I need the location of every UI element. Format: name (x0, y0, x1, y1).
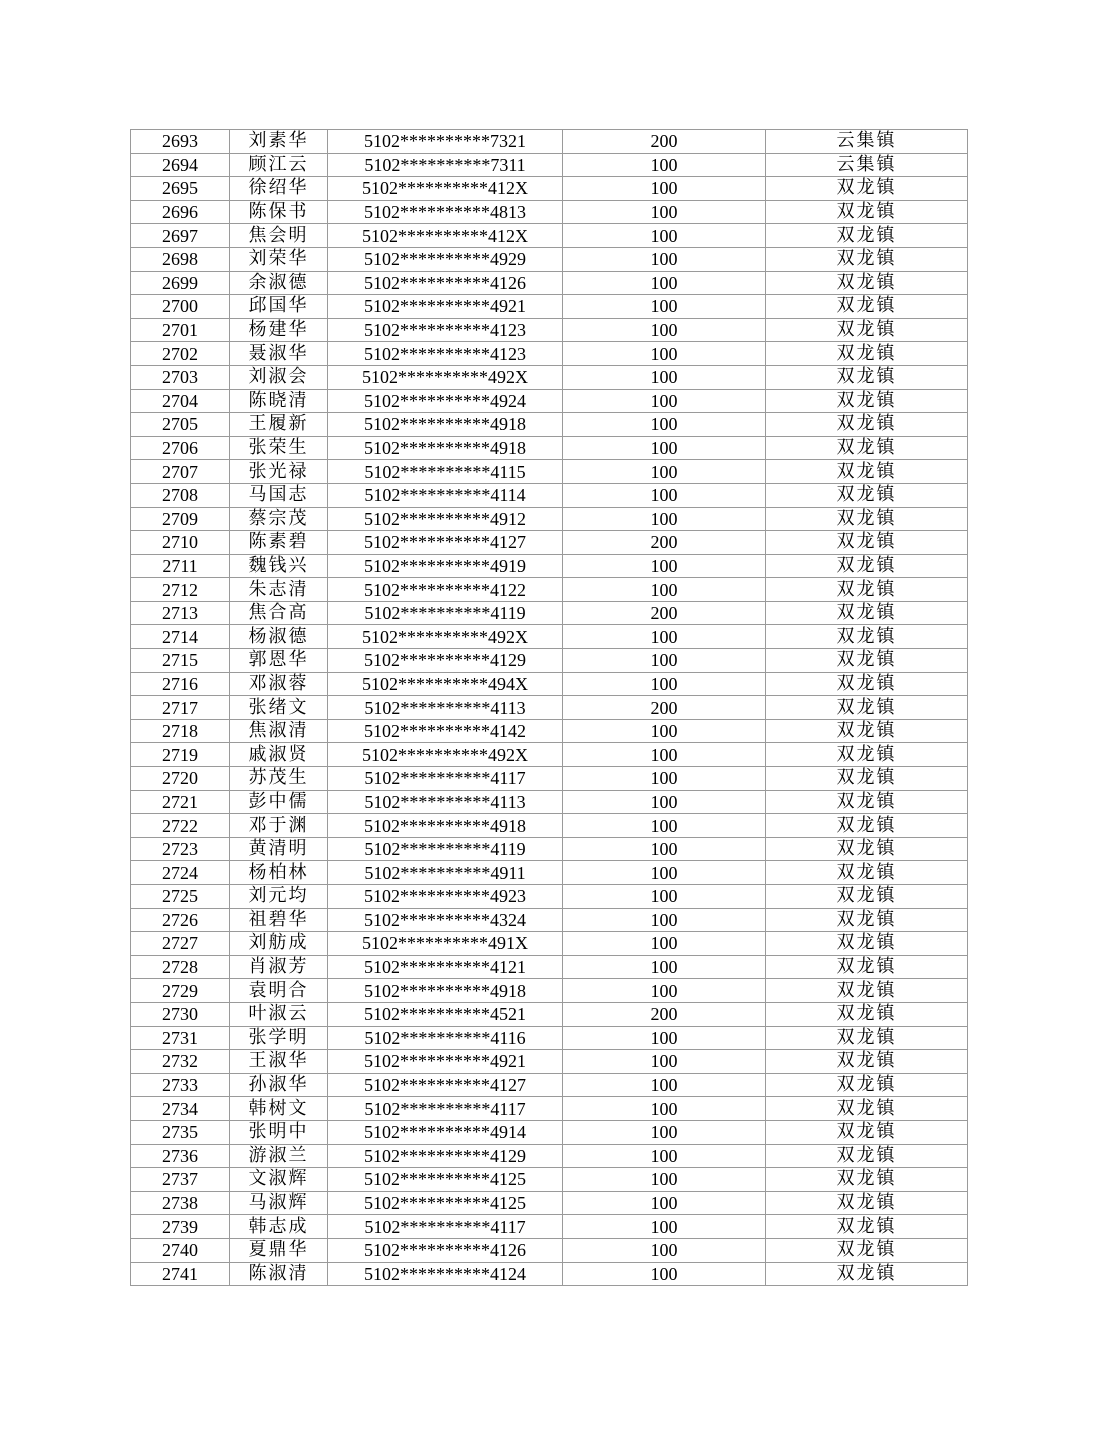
cell-id-number: 5102**********492X (328, 365, 563, 389)
roster-table (130, 129, 968, 1286)
table-row (131, 130, 968, 154)
cell-town: 双龙镇 (766, 1050, 968, 1074)
cell-amount: 100 (563, 554, 766, 578)
cell-amount: 100 (563, 672, 766, 696)
cell-amount: 100 (563, 837, 766, 861)
cell-amount: 100 (563, 295, 766, 319)
cell-amount: 100 (563, 1215, 766, 1239)
cell-name: 陈晓清 (230, 389, 328, 413)
cell-town: 双龙镇 (766, 460, 968, 484)
cell-id-number: 5102**********4114 (328, 483, 563, 507)
cell-amount: 100 (563, 507, 766, 531)
cell-name: 张明中 (230, 1120, 328, 1144)
cell-name: 邱国华 (230, 295, 328, 319)
cell-id-number: 5102**********4918 (328, 413, 563, 437)
cell-name: 焦淑清 (230, 719, 328, 743)
cell-town: 双龙镇 (766, 1168, 968, 1192)
cell-name: 刘元均 (230, 885, 328, 909)
cell-amount: 100 (563, 1097, 766, 1121)
table-row (131, 932, 968, 956)
cell-amount: 100 (563, 955, 766, 979)
table-row (131, 601, 968, 625)
cell-name: 郭恩华 (230, 649, 328, 673)
cell-name: 焦合高 (230, 601, 328, 625)
table-row (131, 1026, 968, 1050)
cell-id-number: 5102**********7321 (328, 130, 563, 154)
cell-amount: 100 (563, 365, 766, 389)
cell-name: 邓淑蓉 (230, 672, 328, 696)
cell-serial-number: 2699 (131, 271, 230, 295)
cell-name: 黄清明 (230, 837, 328, 861)
cell-id-number: 5102**********4113 (328, 790, 563, 814)
table-row (131, 413, 968, 437)
cell-name: 张绪文 (230, 696, 328, 720)
cell-name: 游淑兰 (230, 1144, 328, 1168)
cell-serial-number: 2720 (131, 767, 230, 791)
cell-serial-number: 2703 (131, 365, 230, 389)
table-row (131, 342, 968, 366)
cell-name: 王淑华 (230, 1050, 328, 1074)
cell-amount: 100 (563, 247, 766, 271)
cell-amount: 100 (563, 719, 766, 743)
cell-name: 刘舫成 (230, 932, 328, 956)
cell-name: 陈保书 (230, 200, 328, 224)
cell-town: 双龙镇 (766, 979, 968, 1003)
table-row (131, 1144, 968, 1168)
cell-amount: 100 (563, 318, 766, 342)
cell-amount: 100 (563, 1262, 766, 1286)
cell-name: 余淑德 (230, 271, 328, 295)
cell-amount: 100 (563, 224, 766, 248)
table-row (131, 177, 968, 201)
cell-amount: 100 (563, 1073, 766, 1097)
cell-amount: 100 (563, 1168, 766, 1192)
cell-serial-number: 2701 (131, 318, 230, 342)
cell-amount: 100 (563, 861, 766, 885)
cell-serial-number: 2693 (131, 130, 230, 154)
cell-serial-number: 2716 (131, 672, 230, 696)
cell-name: 韩志成 (230, 1215, 328, 1239)
cell-serial-number: 2740 (131, 1238, 230, 1262)
cell-id-number: 5102**********412X (328, 224, 563, 248)
cell-serial-number: 2719 (131, 743, 230, 767)
cell-town: 双龙镇 (766, 1215, 968, 1239)
cell-town: 双龙镇 (766, 672, 968, 696)
cell-id-number: 5102**********492X (328, 625, 563, 649)
cell-name: 蔡宗茂 (230, 507, 328, 531)
cell-town: 双龙镇 (766, 1120, 968, 1144)
cell-town: 双龙镇 (766, 389, 968, 413)
cell-town: 双龙镇 (766, 790, 968, 814)
cell-town: 双龙镇 (766, 814, 968, 838)
table-row (131, 837, 968, 861)
cell-id-number: 5102**********4121 (328, 955, 563, 979)
cell-amount: 100 (563, 1191, 766, 1215)
cell-id-number: 5102**********4919 (328, 554, 563, 578)
table-row (131, 247, 968, 271)
cell-id-number: 5102**********4126 (328, 1238, 563, 1262)
cell-id-number: 5102**********4924 (328, 389, 563, 413)
cell-town: 双龙镇 (766, 625, 968, 649)
cell-name: 马淑辉 (230, 1191, 328, 1215)
cell-town: 双龙镇 (766, 413, 968, 437)
table-row (131, 1120, 968, 1144)
cell-serial-number: 2700 (131, 295, 230, 319)
cell-id-number: 5102**********4125 (328, 1168, 563, 1192)
cell-name: 陈淑清 (230, 1262, 328, 1286)
cell-amount: 100 (563, 177, 766, 201)
cell-name: 刘荣华 (230, 247, 328, 271)
cell-town: 双龙镇 (766, 601, 968, 625)
cell-id-number: 5102**********4923 (328, 885, 563, 909)
table-row (131, 743, 968, 767)
cell-serial-number: 2717 (131, 696, 230, 720)
cell-serial-number: 2721 (131, 790, 230, 814)
cell-name: 顾江云 (230, 153, 328, 177)
cell-serial-number: 2715 (131, 649, 230, 673)
cell-serial-number: 2708 (131, 483, 230, 507)
cell-serial-number: 2702 (131, 342, 230, 366)
cell-id-number: 5102**********4117 (328, 767, 563, 791)
cell-serial-number: 2727 (131, 932, 230, 956)
cell-id-number: 5102**********4324 (328, 908, 563, 932)
cell-amount: 100 (563, 625, 766, 649)
cell-amount: 100 (563, 1238, 766, 1262)
table-row (131, 1168, 968, 1192)
cell-serial-number: 2707 (131, 460, 230, 484)
table-row (131, 719, 968, 743)
cell-name: 刘素华 (230, 130, 328, 154)
table-row (131, 767, 968, 791)
table-row (131, 1097, 968, 1121)
table-row (131, 507, 968, 531)
table-row (131, 1002, 968, 1026)
cell-amount: 100 (563, 932, 766, 956)
cell-id-number: 5102**********4123 (328, 342, 563, 366)
cell-name: 张学明 (230, 1026, 328, 1050)
cell-town: 双龙镇 (766, 719, 968, 743)
cell-id-number: 5102**********4127 (328, 531, 563, 555)
cell-serial-number: 2714 (131, 625, 230, 649)
cell-amount: 100 (563, 790, 766, 814)
cell-id-number: 5102**********4912 (328, 507, 563, 531)
cell-id-number: 5102**********4126 (328, 271, 563, 295)
cell-amount: 100 (563, 814, 766, 838)
cell-name: 张光禄 (230, 460, 328, 484)
cell-town: 双龙镇 (766, 1097, 968, 1121)
cell-id-number: 5102**********4921 (328, 295, 563, 319)
cell-serial-number: 2713 (131, 601, 230, 625)
cell-id-number: 5102**********7311 (328, 153, 563, 177)
cell-serial-number: 2728 (131, 955, 230, 979)
cell-id-number: 5102**********4119 (328, 601, 563, 625)
cell-amount: 100 (563, 153, 766, 177)
cell-serial-number: 2738 (131, 1191, 230, 1215)
cell-town: 双龙镇 (766, 554, 968, 578)
table-row (131, 318, 968, 342)
cell-name: 邓于渊 (230, 814, 328, 838)
cell-serial-number: 2739 (131, 1215, 230, 1239)
table-row (131, 578, 968, 602)
cell-id-number: 5102**********4929 (328, 247, 563, 271)
cell-id-number: 5102**********4813 (328, 200, 563, 224)
table-row (131, 224, 968, 248)
cell-id-number: 5102**********4918 (328, 979, 563, 1003)
table-row (131, 696, 968, 720)
cell-town: 双龙镇 (766, 224, 968, 248)
cell-name: 祖碧华 (230, 908, 328, 932)
cell-amount: 100 (563, 649, 766, 673)
cell-name: 张荣生 (230, 436, 328, 460)
table-row (131, 861, 968, 885)
cell-amount: 100 (563, 578, 766, 602)
cell-amount: 200 (563, 1002, 766, 1026)
cell-serial-number: 2736 (131, 1144, 230, 1168)
cell-town: 云集镇 (766, 130, 968, 154)
cell-name: 杨淑德 (230, 625, 328, 649)
cell-town: 双龙镇 (766, 1073, 968, 1097)
cell-name: 焦会明 (230, 224, 328, 248)
cell-serial-number: 2696 (131, 200, 230, 224)
cell-serial-number: 2694 (131, 153, 230, 177)
table-row (131, 814, 968, 838)
cell-id-number: 5102**********4521 (328, 1002, 563, 1026)
cell-amount: 100 (563, 483, 766, 507)
cell-serial-number: 2709 (131, 507, 230, 531)
cell-serial-number: 2732 (131, 1050, 230, 1074)
cell-town: 双龙镇 (766, 837, 968, 861)
cell-amount: 200 (563, 531, 766, 555)
cell-town: 双龙镇 (766, 861, 968, 885)
table-row (131, 1191, 968, 1215)
cell-town: 双龙镇 (766, 507, 968, 531)
cell-town: 双龙镇 (766, 649, 968, 673)
cell-town: 双龙镇 (766, 1026, 968, 1050)
cell-amount: 100 (563, 1050, 766, 1074)
cell-id-number: 5102**********4117 (328, 1215, 563, 1239)
cell-serial-number: 2725 (131, 885, 230, 909)
cell-id-number: 5102**********4921 (328, 1050, 563, 1074)
cell-town: 双龙镇 (766, 436, 968, 460)
cell-serial-number: 2697 (131, 224, 230, 248)
cell-serial-number: 2695 (131, 177, 230, 201)
table-row (131, 672, 968, 696)
table-row (131, 955, 968, 979)
cell-id-number: 5102**********4914 (328, 1120, 563, 1144)
cell-name: 徐绍华 (230, 177, 328, 201)
cell-serial-number: 2704 (131, 389, 230, 413)
cell-amount: 100 (563, 767, 766, 791)
table-row (131, 153, 968, 177)
cell-id-number: 5102**********4127 (328, 1073, 563, 1097)
cell-amount: 100 (563, 885, 766, 909)
cell-amount: 100 (563, 436, 766, 460)
cell-name: 聂淑华 (230, 342, 328, 366)
table-row (131, 460, 968, 484)
cell-town: 双龙镇 (766, 932, 968, 956)
cell-id-number: 5102**********4918 (328, 436, 563, 460)
table-row (131, 979, 968, 1003)
cell-amount: 100 (563, 342, 766, 366)
cell-name: 韩树文 (230, 1097, 328, 1121)
cell-id-number: 5102**********491X (328, 932, 563, 956)
cell-id-number: 5102**********412X (328, 177, 563, 201)
cell-name: 夏鼎华 (230, 1238, 328, 1262)
cell-town: 双龙镇 (766, 955, 968, 979)
cell-name: 肖淑芳 (230, 955, 328, 979)
cell-id-number: 5102**********494X (328, 672, 563, 696)
cell-town: 双龙镇 (766, 318, 968, 342)
table-row (131, 200, 968, 224)
table-row (131, 483, 968, 507)
cell-serial-number: 2724 (131, 861, 230, 885)
cell-town: 双龙镇 (766, 1002, 968, 1026)
cell-name: 戚淑贤 (230, 743, 328, 767)
cell-id-number: 5102**********4115 (328, 460, 563, 484)
table-row (131, 625, 968, 649)
cell-name: 刘淑会 (230, 365, 328, 389)
cell-id-number: 5102**********4123 (328, 318, 563, 342)
cell-serial-number: 2718 (131, 719, 230, 743)
cell-serial-number: 2722 (131, 814, 230, 838)
cell-town: 双龙镇 (766, 885, 968, 909)
cell-serial-number: 2731 (131, 1026, 230, 1050)
table-row (131, 1073, 968, 1097)
cell-town: 双龙镇 (766, 271, 968, 295)
cell-id-number: 5102**********4142 (328, 719, 563, 743)
cell-town: 双龙镇 (766, 342, 968, 366)
cell-town: 双龙镇 (766, 1144, 968, 1168)
cell-serial-number: 2706 (131, 436, 230, 460)
cell-id-number: 5102**********4122 (328, 578, 563, 602)
cell-id-number: 5102**********4119 (328, 837, 563, 861)
cell-serial-number: 2710 (131, 531, 230, 555)
cell-name: 杨建华 (230, 318, 328, 342)
cell-name: 袁明合 (230, 979, 328, 1003)
table-row (131, 554, 968, 578)
cell-id-number: 5102**********4918 (328, 814, 563, 838)
cell-amount: 100 (563, 413, 766, 437)
cell-amount: 200 (563, 601, 766, 625)
cell-town: 双龙镇 (766, 1191, 968, 1215)
cell-serial-number: 2705 (131, 413, 230, 437)
cell-town: 双龙镇 (766, 767, 968, 791)
cell-id-number: 5102**********4125 (328, 1191, 563, 1215)
cell-amount: 100 (563, 1144, 766, 1168)
cell-name: 彭中儒 (230, 790, 328, 814)
cell-town: 双龙镇 (766, 531, 968, 555)
cell-town: 双龙镇 (766, 743, 968, 767)
cell-amount: 100 (563, 200, 766, 224)
table-row (131, 531, 968, 555)
cell-amount: 100 (563, 460, 766, 484)
cell-amount: 100 (563, 979, 766, 1003)
cell-serial-number: 2735 (131, 1120, 230, 1144)
cell-name: 孙淑华 (230, 1073, 328, 1097)
cell-town: 双龙镇 (766, 1238, 968, 1262)
cell-town: 双龙镇 (766, 295, 968, 319)
cell-amount: 100 (563, 1026, 766, 1050)
cell-id-number: 5102**********4117 (328, 1097, 563, 1121)
cell-id-number: 5102**********4116 (328, 1026, 563, 1050)
table-row (131, 1238, 968, 1262)
cell-town: 双龙镇 (766, 908, 968, 932)
cell-id-number: 5102**********4129 (328, 649, 563, 673)
cell-serial-number: 2741 (131, 1262, 230, 1286)
table-row (131, 649, 968, 673)
cell-id-number: 5102**********4911 (328, 861, 563, 885)
cell-id-number: 5102**********4124 (328, 1262, 563, 1286)
cell-serial-number: 2711 (131, 554, 230, 578)
cell-name: 马国志 (230, 483, 328, 507)
cell-town: 双龙镇 (766, 177, 968, 201)
cell-name: 陈素碧 (230, 531, 328, 555)
table-row (131, 1215, 968, 1239)
cell-amount: 100 (563, 743, 766, 767)
cell-town: 双龙镇 (766, 483, 968, 507)
table-row (131, 389, 968, 413)
cell-name: 王履新 (230, 413, 328, 437)
cell-id-number: 5102**********4113 (328, 696, 563, 720)
cell-amount: 200 (563, 130, 766, 154)
table-row (131, 885, 968, 909)
table-row (131, 295, 968, 319)
cell-serial-number: 2733 (131, 1073, 230, 1097)
cell-town: 双龙镇 (766, 200, 968, 224)
cell-amount: 100 (563, 271, 766, 295)
cell-serial-number: 2712 (131, 578, 230, 602)
cell-id-number: 5102**********492X (328, 743, 563, 767)
cell-town: 双龙镇 (766, 578, 968, 602)
cell-town: 双龙镇 (766, 247, 968, 271)
cell-name: 文淑辉 (230, 1168, 328, 1192)
cell-name: 朱志清 (230, 578, 328, 602)
cell-name: 叶淑云 (230, 1002, 328, 1026)
table-row (131, 365, 968, 389)
cell-name: 苏茂生 (230, 767, 328, 791)
table-row (131, 1262, 968, 1286)
cell-town: 双龙镇 (766, 365, 968, 389)
cell-amount: 200 (563, 696, 766, 720)
table-row (131, 1050, 968, 1074)
cell-amount: 100 (563, 908, 766, 932)
cell-amount: 100 (563, 389, 766, 413)
table-row (131, 908, 968, 932)
cell-serial-number: 2729 (131, 979, 230, 1003)
cell-serial-number: 2730 (131, 1002, 230, 1026)
roster-table-body (131, 130, 968, 1286)
cell-town: 双龙镇 (766, 1262, 968, 1286)
cell-name: 杨柏林 (230, 861, 328, 885)
cell-id-number: 5102**********4129 (328, 1144, 563, 1168)
cell-serial-number: 2737 (131, 1168, 230, 1192)
cell-serial-number: 2723 (131, 837, 230, 861)
cell-amount: 100 (563, 1120, 766, 1144)
cell-town: 云集镇 (766, 153, 968, 177)
cell-town: 双龙镇 (766, 696, 968, 720)
cell-serial-number: 2698 (131, 247, 230, 271)
cell-serial-number: 2734 (131, 1097, 230, 1121)
cell-serial-number: 2726 (131, 908, 230, 932)
table-row (131, 790, 968, 814)
table-row (131, 436, 968, 460)
cell-name: 魏钱兴 (230, 554, 328, 578)
table-row (131, 271, 968, 295)
